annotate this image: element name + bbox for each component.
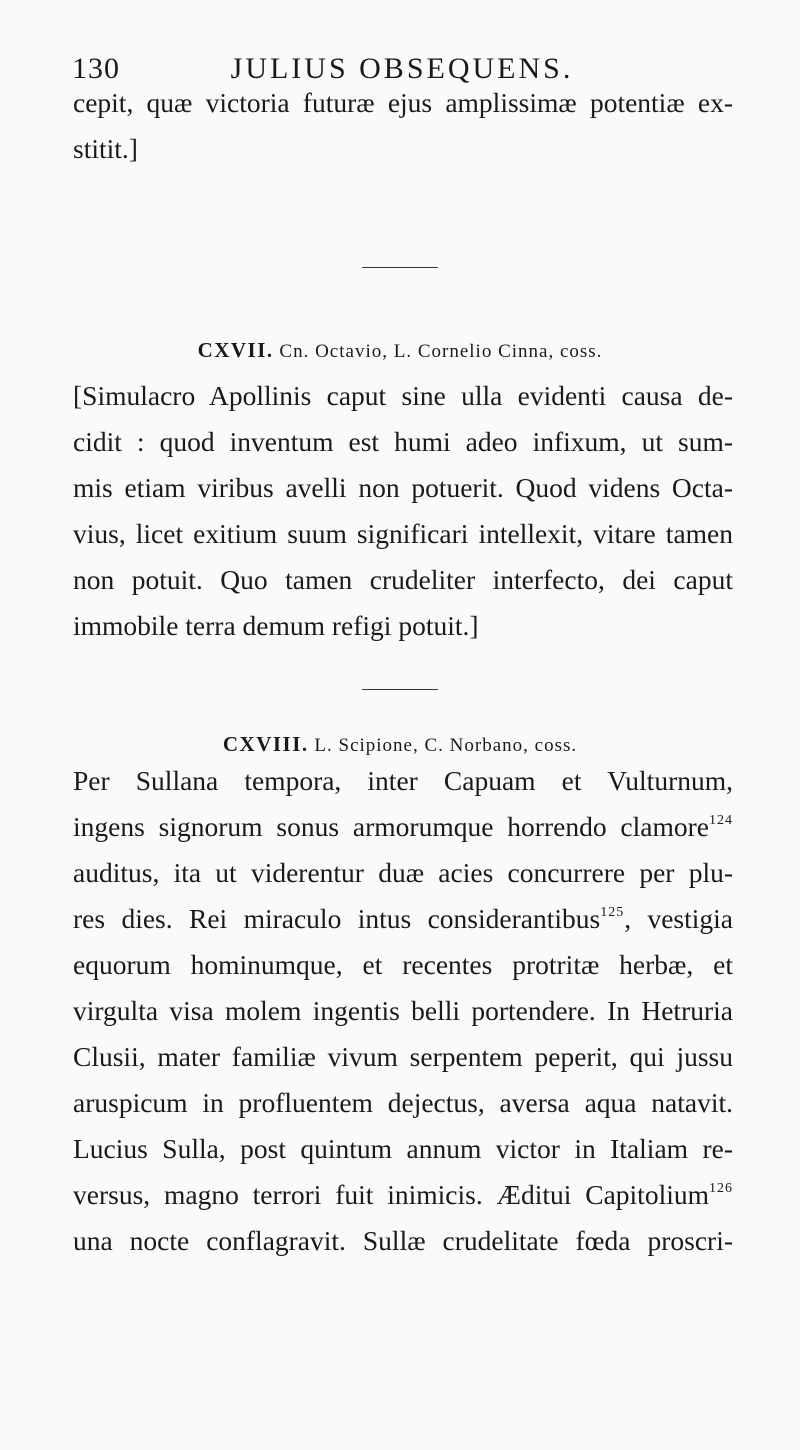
text-line: cepit, quæ victoria futuræ ejus amplissimæ potentiæ ex-: [73, 87, 733, 118]
text-line: res dies. Rei miraculo intus considerantibus$^{125}$, vestigia: [73, 903, 733, 934]
text-line: virgulta visa molem ingentis belli portendere. In Hetruria: [73, 995, 733, 1026]
running-title: JULIUS OBSEQUENS.: [230, 52, 574, 85]
section-numeral: CXVIII.: [222, 732, 309, 756]
text-line: Lucius Sulla, post quintum annum victor in Italiam re-: [73, 1133, 733, 1164]
section-heading-cxviii: [0, 732, 800, 757]
text-line: stitit.]: [73, 133, 138, 164]
text-line: una nocte conflagravit. Sullæ crudelitate fœda proscri-: [73, 1225, 733, 1256]
section-divider: [362, 689, 438, 690]
section-consuls: Cn. Octavio, L. Cornelio Cinna, coss.: [279, 341, 603, 362]
text-line: auditus, ita ut viderentur duæ acies concurrere per plu-: [73, 857, 733, 888]
text-line: immobile terra demum refigi potuit.]: [73, 610, 479, 641]
text-line: ingens signorum sonus armorumque horrendo clamore$^{124}$: [73, 811, 733, 842]
footnote-marker[interactable]: 126: [709, 1181, 733, 1196]
text-line: vius, licet exitium suum significari intellexit, vitare tamen: [73, 518, 733, 549]
section-body-cxviii: [73, 758, 733, 1264]
text-line: aruspicum in profluentem dejectus, aversa aqua natavit.: [73, 1087, 733, 1118]
footnote-marker[interactable]: 124: [709, 813, 733, 828]
section-consuls: L. Scipione, C. Norbano, coss.: [314, 735, 578, 756]
text-line: cidit : quod inventum est humi adeo infixum, ut sum-: [73, 426, 733, 457]
text-line: Per Sullana tempora, inter Capuam et Vulturnum,: [73, 765, 733, 796]
text-line: Clusii, mater familiæ vivum serpentem peperit, qui jussu: [73, 1041, 733, 1072]
text-line: versus, magno terrori fuit inimicis. Æditui Capitolium$^{126}$: [73, 1179, 733, 1210]
text-line: equorum hominumque, et recentes protritæ herbæ, et: [73, 949, 733, 980]
text-line: mis etiam viribus avelli non potuerit. Quod videns Octa-: [73, 472, 733, 503]
section-body-cxvii: [73, 373, 733, 649]
section-divider: [362, 267, 438, 268]
section-numeral: CXVII.: [197, 338, 274, 362]
text-line: [Simulacro Apollinis caput sine ulla evidenti causa de-: [73, 380, 733, 411]
footnote-marker[interactable]: 125: [600, 905, 625, 920]
paragraph-continuation: [73, 80, 733, 172]
section-heading-cxvii: [0, 338, 800, 363]
page-number: 130: [72, 52, 120, 85]
text-line: non potuit. Quo tamen crudeliter interfecto, dei caput: [73, 564, 733, 595]
